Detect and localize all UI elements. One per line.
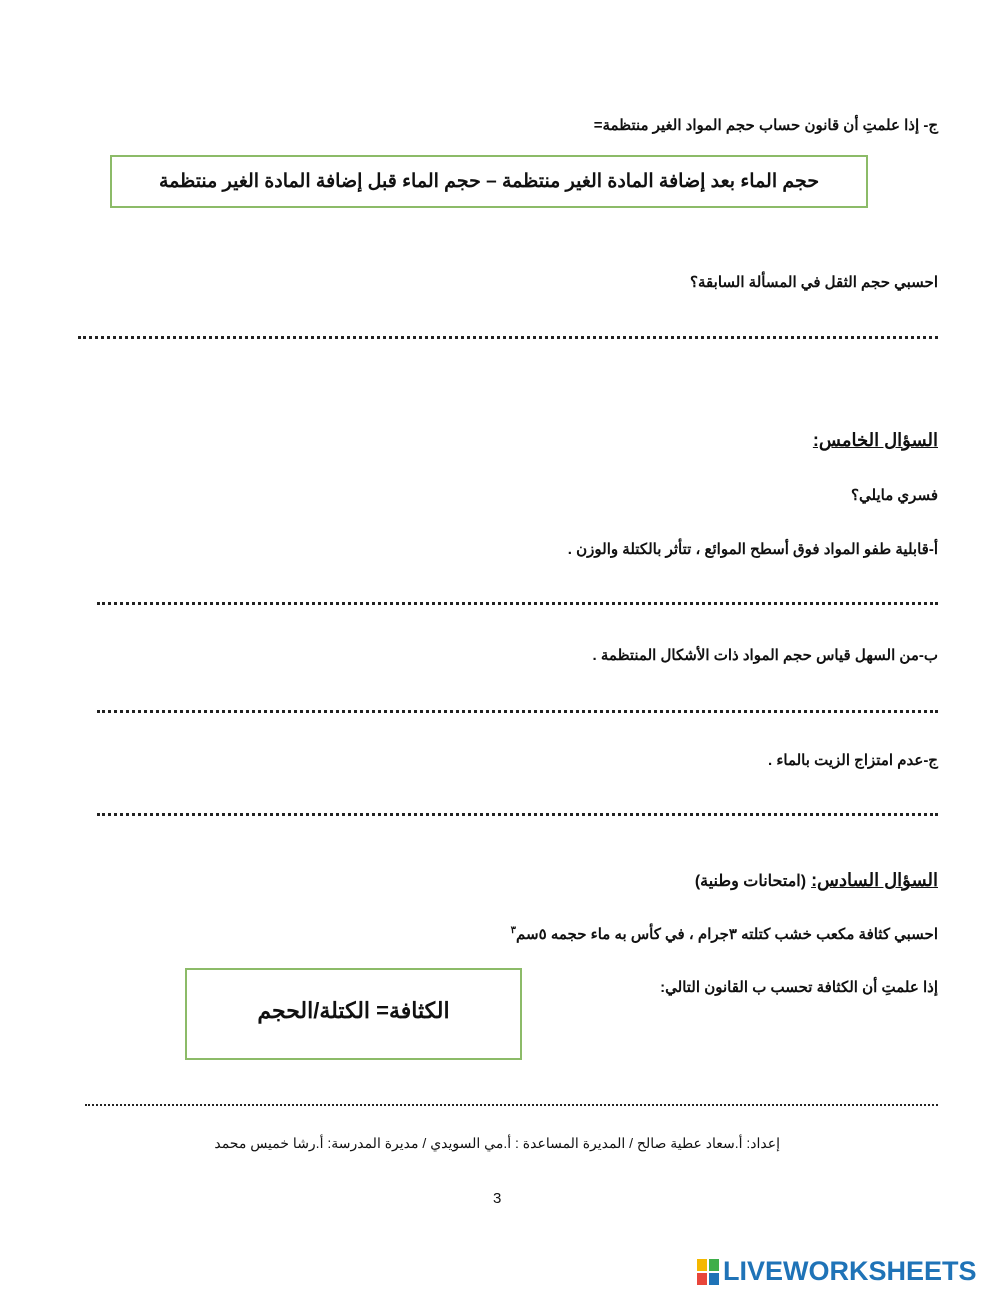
q5-item-a: أ-قابلية طفو المواد فوق أسطح الموائع ، تتأثر بالكتلة والوزن . bbox=[567, 541, 938, 558]
logo-text: LIVEWORKSHEETS bbox=[723, 1256, 977, 1286]
answer-line[interactable] bbox=[78, 336, 938, 339]
answer-line[interactable] bbox=[85, 1104, 938, 1106]
liveworksheets-logo bbox=[697, 1256, 977, 1287]
q4c-formula: حجم الماء بعد إضافة المادة الغير منتظمة – حجم الماء قبل إضافة المادة الغير منتظمة bbox=[158, 171, 820, 192]
answer-line[interactable] bbox=[97, 813, 938, 816]
answer-line[interactable] bbox=[97, 602, 938, 605]
q5-prompt: فسري مايلي؟ bbox=[851, 487, 938, 504]
q5-item-b: ب-من السهل قياس حجم المواد ذات الأشكال المنتظمة . bbox=[592, 647, 938, 664]
q4c-formula-box bbox=[110, 155, 868, 208]
logo-cubes-icon bbox=[697, 1259, 719, 1285]
q6-task-sup: ٣ bbox=[510, 925, 517, 936]
q6-heading: السؤال السادس: bbox=[811, 870, 938, 890]
q6-task: احسبي كثافة مكعب خشب كتلته ٣جرام ، في كأس به ماء حجمه ٥سم bbox=[516, 926, 938, 943]
answer-line[interactable] bbox=[97, 710, 938, 713]
q6-formula-box bbox=[185, 968, 522, 1060]
q6-formula: الكثافة= الكتلة/الحجم bbox=[257, 998, 450, 1023]
q6-law-intro: إذا علمتِ أن الكثافة تحسب ب القانون التالي: bbox=[660, 979, 938, 996]
q5-item-c: ج-عدم امتزاج الزيت بالماء . bbox=[767, 752, 938, 769]
q6-heading-row bbox=[695, 870, 938, 891]
q6-task-row bbox=[511, 925, 938, 943]
q5-heading: السؤال الخامس: bbox=[812, 430, 938, 450]
q6-note: (امتحانات وطنية) bbox=[694, 873, 807, 890]
q4c-intro: ج- إذا علمتِ أن قانون حساب حجم المواد الغير منتظمة= bbox=[593, 117, 938, 134]
footer-credits: إعداد: أ.سعاد عطية صالح / المديرة المساعدة : أ.مي السويدي / مديرة المدرسة: أ.رشا خميس محمد bbox=[214, 1135, 780, 1151]
q4c-task: احسبي حجم الثقل في المسألة السابقة؟ bbox=[690, 274, 938, 291]
page-number: 3 bbox=[493, 1190, 502, 1207]
